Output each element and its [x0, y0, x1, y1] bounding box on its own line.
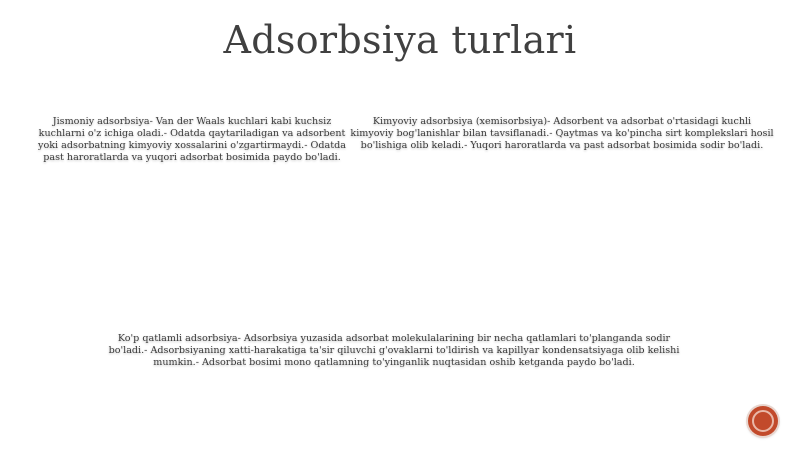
- slide-title: Adsorbsiya turlari: [223, 18, 577, 62]
- multilayer-adsorption-text: Ko'p qatlamli adsorbsiya- Adsorbsiya yuzasida adsorbat molekulalarining bir necha qatlamlari to'planganda sodir bo'ladi.- Adsorbsiyaning xatti-harakatiga ta'sir qiluvchi g'ovaklarni to'ldirish va kapillyar kondensatsiyaga olib kelishi mumkin.- Adsorbat bosimi mono qatlamning to'yinganlik nuqtasidan oshib ketganda paydo bo'ladi.: [108, 333, 680, 368]
- nav-circle-icon[interactable]: [748, 406, 778, 436]
- physical-adsorption-text: Jismoniy adsorbsiya- Van der Waals kuchlari kabi kuchsiz kuchlarni o'z ichiga oladi.- Odatda qaytariladigan va adsorbent yoki adsorbatning kimyoviy xossalarini o'zgartirmaydi.- Odatda past haroratlarda va yuqori adsorbat bosimida paydo bo'ladi.: [38, 116, 346, 163]
- chemical-adsorption-text: Kimyoviy adsorbsiya (xemisorbsiya)- Adsorbent va adsorbat o'rtasidagi kuchli kimyoviy bog'lanishlar bilan tavsiflanadi.- Qaytmas va ko'pincha sirt komplekslari hosil bo'lishiga olib keladi.- Yuqori haroratlarda va past adsorbat bosimida sodir bo'ladi.: [350, 116, 774, 151]
- nav-ring: [752, 410, 774, 432]
